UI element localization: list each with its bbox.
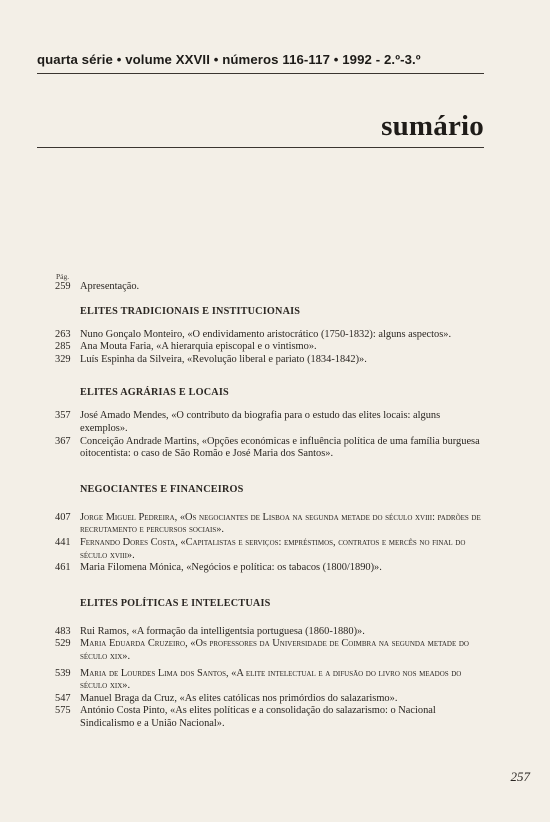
toc-entry-text: Maria Eduarda Cruzeiro, «Os professores da Universidade de Coimbra na segunda metade do século xix». [80, 638, 469, 662]
toc-page-number: 483 [55, 625, 71, 637]
toc-entry-intro [55, 281, 485, 294]
title-rule [37, 147, 484, 148]
toc-entry [55, 436, 485, 461]
toc-entry-text: Nuno Gonçalo Monteiro, «O endividamento aristocrático (1750-1832): alguns aspectos». [80, 328, 452, 340]
toc-entry-text: Maria de Lourdes Lima dos Santos, «A elite intelectual e a difusão do livro nos meados do século xix». [80, 667, 462, 692]
toc-entry-text: Apresentação. [80, 281, 140, 292]
toc-page-number: 357 [55, 410, 71, 422]
toc-page-number: 329 [55, 353, 71, 365]
toc-entry-text: Fernando Dores Costa, «Capitalistas e serviços: empréstimos, contratos e mercês no final do século xviii». [80, 536, 466, 561]
page-column-label: Pág. [56, 272, 70, 281]
toc-entry [55, 329, 485, 342]
toc-entry-text: Ana Mouta Faria, «A hierarquia episcopal e o vintismo». [80, 341, 317, 353]
section-heading: ELITES AGRÁRIAS E LOCAIS [80, 387, 229, 399]
toc-page-number: 441 [55, 536, 71, 548]
toc-entry [55, 537, 485, 562]
toc-page-number: 461 [55, 562, 71, 574]
toc-entry [55, 693, 485, 706]
toc-entry-text: Conceição Andrade Martins, «Opções económicas e influência política de uma família burguesa oitocentista: o caso de São Romão e José Maria dos Santos». [80, 435, 480, 460]
toc-page-number: 367 [55, 435, 71, 447]
toc-entry [55, 626, 485, 639]
toc-page-number: 547 [55, 692, 71, 704]
toc-entry-text: José Amado Mendes, «O contributo da biografia para o estudo das elites locais: alguns exemplos». [80, 410, 441, 434]
toc-entry [55, 638, 485, 663]
toc-entry [55, 512, 485, 537]
toc-entry-text: Jorge Miguel Pedreira, «Os negociantes de Lisboa na segunda metade do século xviii: padrões de recrutamento e percursos sociais». [80, 511, 481, 536]
toc-page-number: 539 [55, 667, 71, 679]
table-of-contents [55, 281, 485, 730]
toc-page-number: 529 [55, 638, 71, 650]
toc-entry [55, 410, 485, 435]
toc-entry-text: Rui Ramos, «A formação da intelligentsia portuguesa (1860-1880)». [80, 625, 365, 637]
toc-entry-text: Luís Espinha da Silveira, «Revolução liberal e pariato (1834-1842)». [80, 353, 367, 365]
section-heading: NEGOCIANTES E FINANCEIROS [80, 483, 244, 495]
toc-entry [55, 354, 485, 367]
toc-page-number: 263 [55, 328, 71, 340]
toc-entry-text: Maria Filomena Mónica, «Negócios e política: os tabacos (1800/1890)». [80, 562, 382, 574]
toc-page-number: 285 [55, 341, 71, 353]
toc-page-number: 407 [55, 511, 71, 523]
toc-entry [55, 668, 485, 693]
section-heading: ELITES TRADICIONAIS E INSTITUCIONAIS [80, 305, 301, 317]
journal-header: quarta série • volume XXVII • números 116-117 • 1992 - 2.º-3.º [37, 52, 421, 67]
page-folio: 257 [510, 769, 530, 784]
toc-entry [55, 341, 485, 354]
header-rule [37, 73, 484, 74]
toc-entry [55, 562, 485, 575]
toc-entry-text: António Costa Pinto, «As elites políticas e a consolidação do salazarismo: o Nacional Sindicalismo e a União Nacional». [80, 705, 436, 729]
toc-page-number: 575 [55, 705, 71, 717]
toc-page-number: 259 [55, 281, 71, 292]
toc-entry-text: Manuel Braga da Cruz, «As elites católicas nos primórdios do salazarismo». [80, 692, 398, 704]
page-title: sumário [381, 110, 484, 142]
toc-entry [55, 705, 485, 730]
section-heading: ELITES POLÍTICAS E INTELECTUAIS [80, 597, 271, 609]
